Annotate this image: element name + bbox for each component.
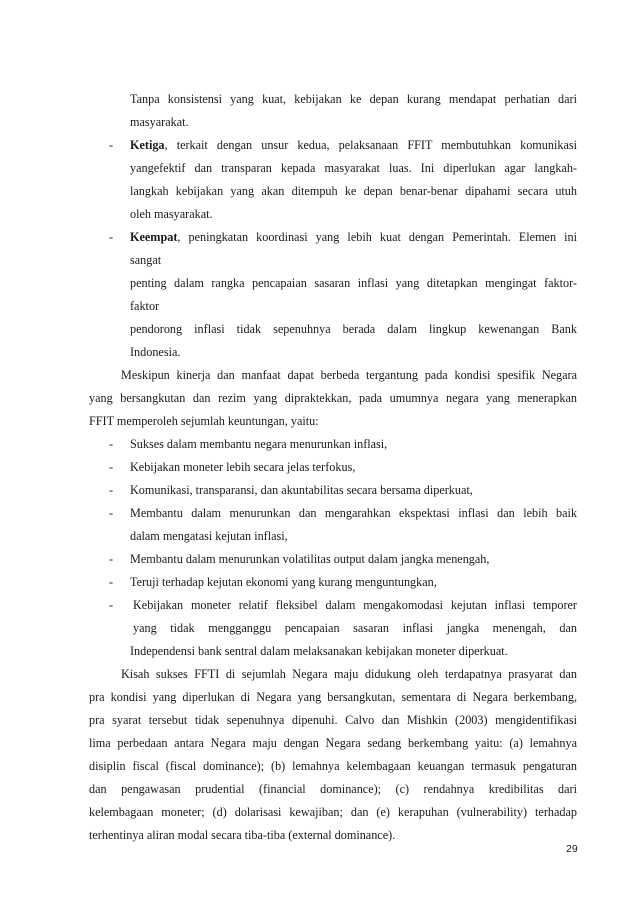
- text-line: sangat: [130, 253, 162, 267]
- text-line: oleh masyarakat.: [130, 207, 213, 221]
- page-number: 29: [566, 843, 578, 855]
- list-bullet: -: [109, 575, 114, 589]
- keempat-term: Keempat: [130, 230, 178, 244]
- paragraph-line: lima perbedaan antara Negara maju dengan Negara sedang berkembang yaitu: (a) lemahnya: [89, 736, 577, 750]
- paragraph-line: disiplin fiscal (fiscal dominance); (b) lemahnya kelembagaan keuangan termasuk pengaturan: [89, 759, 577, 773]
- paragraph-line: dan pengawasan prudential (financial dominance); (c) rendahnya kredibilitas dari: [89, 782, 577, 796]
- list-item: Independensi bank sentral dalam melaksanakan kebijakan moneter diperkuat.: [130, 644, 508, 658]
- paragraph-line: FFIT memperoleh sejumlah keuntungan, yaitu:: [89, 414, 319, 428]
- ketiga-first-rest: , terkait dengan unsur kedua, pelaksanaan FFIT membutuhkan komunikasi: [164, 138, 577, 152]
- list-item: Sukses dalam membantu negara menurunkan inflasi,: [130, 437, 388, 451]
- text-line: langkah kebijakan yang akan ditempuh ke depan benar-benar dipahami secara utuh: [130, 184, 577, 198]
- paragraph-line: kelembagaan moneter; (d) dolarisasi kewajiban; dan (e) kerapuhan (vulnerability) terhadap: [89, 805, 577, 819]
- list-item: Membantu dalam menurunkan dan mengarahkan ekspektasi inflasi dan lebih baik: [130, 506, 577, 520]
- text-line: yangefektif dan transparan kepada masyarakat luas. Ini diperlukan agar langkah-: [130, 161, 577, 175]
- list-bullet: -: [109, 460, 114, 474]
- paragraph-line: pra syarat tersebut tidak sepenuhnya dipenuhi. Calvo dan Mishkin (2003) mengidentifikasi: [89, 713, 577, 727]
- ketiga-first-line: [130, 138, 577, 152]
- list-item: yang tidak mengganggu pencapaian sasaran inflasi jangka menengah, dan: [133, 621, 577, 635]
- list-item: Kebijakan moneter lebih secara jelas terfokus,: [130, 460, 356, 474]
- keempat-first-line: [130, 230, 577, 244]
- list-item: Kebijakan moneter relatif fleksibel dalam mengakomodasi kejutan inflasi temporer: [133, 598, 577, 612]
- list-item: Komunikasi, transparansi, dan akuntabilitas secara bersama diperkuat,: [130, 483, 473, 497]
- list-item: Membantu dalam menurunkan volatilitas output dalam jangka menengah,: [130, 552, 490, 566]
- list-item: Teruji terhadap kejutan ekonomi yang kurang menguntungkan,: [130, 575, 437, 589]
- text-line: penting dalam rangka pencapaian sasaran inflasi yang ditetapkan mengingat faktor-: [130, 276, 577, 290]
- list-bullet: -: [109, 552, 114, 566]
- paragraph-line: yang bersangkutan dan rezim yang dipraktekkan, pada umumnya negara yang menerapkan: [89, 391, 577, 405]
- list-bullet: -: [109, 483, 114, 497]
- list-bullet: -: [109, 437, 114, 451]
- list-item: dalam mengatasi kejutan inflasi,: [130, 529, 288, 543]
- list-bullet: -: [109, 598, 114, 612]
- paragraph-line: terhentinya aliran modal secara tiba-tiba (external dominance).: [89, 828, 396, 842]
- paragraph-line: pra kondisi yang diperlukan di Negara yang bersangkutan, sementara di Negara berkembang,: [89, 690, 577, 704]
- text-line: masyarakat.: [130, 115, 189, 129]
- text-line: Indonesia.: [130, 345, 181, 359]
- list-bullet: -: [109, 230, 114, 244]
- keempat-first-rest: , peningkatan koordinasi yang lebih kuat dengan Pemerintah. Elemen ini: [177, 230, 577, 244]
- text-line: pendorong inflasi tidak sepenuhnya berada dalam lingkup kewenangan Bank: [130, 322, 577, 336]
- paragraph-line: Kisah sukses FFTI di sejumlah Negara maju didukung oleh terdapatnya prasyarat dan: [121, 667, 577, 681]
- ketiga-term: Ketiga: [130, 138, 165, 152]
- paragraph-line: Meskipun kinerja dan manfaat dapat berbeda tergantung pada kondisi spesifik Negara: [121, 368, 577, 382]
- text-line: Tanpa konsistensi yang kuat, kebijakan ke depan kurang mendapat perhatian dari: [130, 92, 577, 106]
- text-line: faktor: [130, 299, 160, 313]
- list-bullet: -: [109, 506, 114, 520]
- list-bullet: -: [109, 138, 114, 152]
